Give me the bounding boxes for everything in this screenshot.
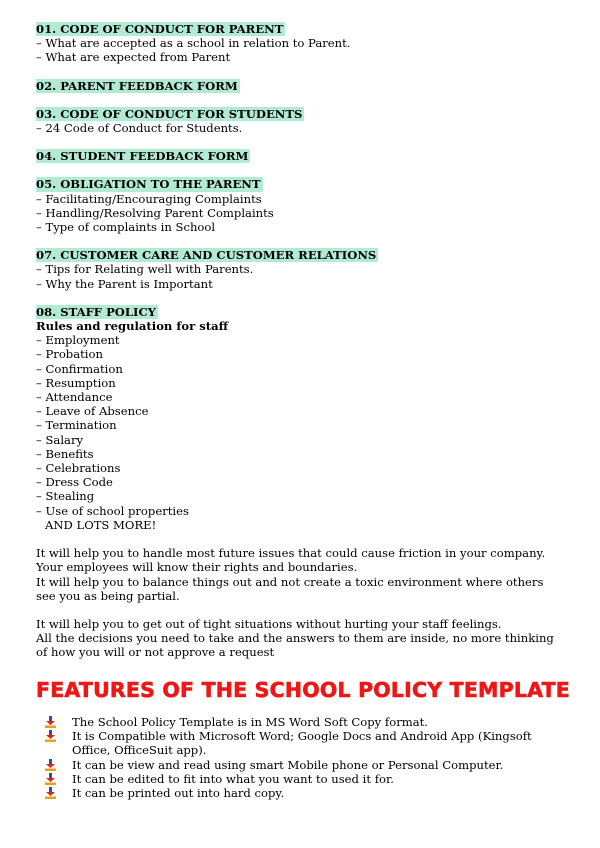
- list-item: – Benefits: [36, 446, 94, 461]
- feature-line: Office, OfficeSuit app).: [72, 743, 207, 758]
- feature-line: It is Compatible with Microsoft Word; Google Docs and Android App (Kingsoft: [72, 729, 532, 744]
- arrow-bullet-icon: [45, 758, 72, 771]
- list-item: – Type of complaints in School: [36, 220, 216, 235]
- list-item: – Confirmation: [36, 361, 123, 376]
- feature-line: The School Policy Template is in MS Word Soft Copy format.: [72, 715, 428, 729]
- benefits-paragraph-2: [36, 617, 576, 660]
- feature-line: It can be edited to fit into what you want to used it for.: [72, 771, 394, 786]
- list-item: [45, 715, 555, 729]
- arrow-bullet-icon: [45, 715, 72, 728]
- list-item: – Tips for Relating well with Parents.: [36, 262, 254, 277]
- list-item: – Handling/Resolving Parent Complaints: [36, 205, 274, 220]
- section-heading: 07. CUSTOMER CARE AND CUSTOMER RELATIONS: [36, 248, 377, 263]
- list-item: – 24 Code of Conduct for Students.: [36, 121, 243, 136]
- arrow-bullet-icon: [45, 786, 72, 799]
- feature-line: It can be view and read using smart Mobile phone or Personal Computer.: [72, 757, 504, 772]
- list-item: [45, 786, 555, 800]
- list-item: – Salary: [36, 432, 84, 447]
- list-item: [45, 729, 555, 757]
- feature-line: It can be printed out into hard copy.: [72, 786, 285, 801]
- paragraph-line: of how you will or not approve a request: [36, 645, 275, 660]
- list-item: – What are expected from Parent: [36, 50, 231, 65]
- section-obligation-to-parent: [36, 177, 576, 234]
- lots-more-note: AND LOTS MORE!: [45, 517, 157, 532]
- paragraph-line: It will help you to get out of tight situations without hurting your staff feelings.: [36, 616, 502, 631]
- section-customer-care: [36, 248, 576, 291]
- features-list: [45, 715, 555, 800]
- section-staff-policy: [36, 305, 576, 532]
- list-item: – Termination: [36, 418, 117, 433]
- list-item: – Stealing: [36, 489, 95, 504]
- features-title: FEATURES OF THE SCHOOL POLICY TEMPLATE: [36, 678, 570, 702]
- list-item: – Employment: [36, 333, 120, 348]
- paragraph-line: It will help you to balance things out and not create a toxic environment where others: [36, 574, 544, 589]
- section-parent-feedback-form: [36, 79, 576, 93]
- arrow-bullet-icon: [45, 729, 72, 742]
- section-heading: 04. STUDENT FEEDBACK FORM: [36, 149, 249, 164]
- paragraph-line: It will help you to handle most future issues that could cause friction in your company.: [36, 546, 546, 561]
- list-item: [45, 758, 555, 772]
- arrow-bullet-icon: [45, 772, 72, 785]
- list-item: – Use of school properties: [36, 503, 189, 518]
- list-item: – Facilitating/Encouraging Complaints: [36, 191, 262, 206]
- paragraph-line: see you as being partial.: [36, 588, 180, 603]
- section-heading: 03. CODE OF CONDUCT FOR STUDENTS: [36, 106, 303, 121]
- document-body: [36, 22, 576, 660]
- list-item: – Dress Code: [36, 475, 113, 490]
- list-item: – Why the Parent is Important: [36, 276, 213, 291]
- benefits-paragraph-1: [36, 546, 576, 603]
- section-heading: 02. PARENT FEEDBACK FORM: [36, 78, 238, 93]
- list-item: – Celebrations: [36, 461, 121, 476]
- staff-subheading: Rules and regulation for staff: [36, 319, 229, 334]
- section-heading: 08. STAFF POLICY: [36, 304, 156, 319]
- section-code-of-conduct-students: [36, 107, 576, 135]
- section-student-feedback-form: [36, 149, 576, 163]
- section-heading: 05. OBLIGATION TO THE PARENT: [36, 177, 261, 192]
- list-item: – Leave of Absence: [36, 404, 149, 419]
- list-item: – What are accepted as a school in relation to Parent.: [36, 36, 351, 51]
- list-item: – Probation: [36, 347, 103, 362]
- paragraph-line: Your employees will know their rights and boundaries.: [36, 560, 358, 575]
- list-item: – Resumption: [36, 375, 116, 390]
- paragraph-line: All the decisions you need to take and the answers to them are inside, no more thinking: [36, 631, 554, 646]
- section-code-of-conduct-parent: [36, 22, 576, 65]
- section-heading: 01. CODE OF CONDUCT FOR PARENT: [36, 22, 284, 36]
- list-item: [45, 772, 555, 786]
- list-item: – Attendance: [36, 390, 113, 405]
